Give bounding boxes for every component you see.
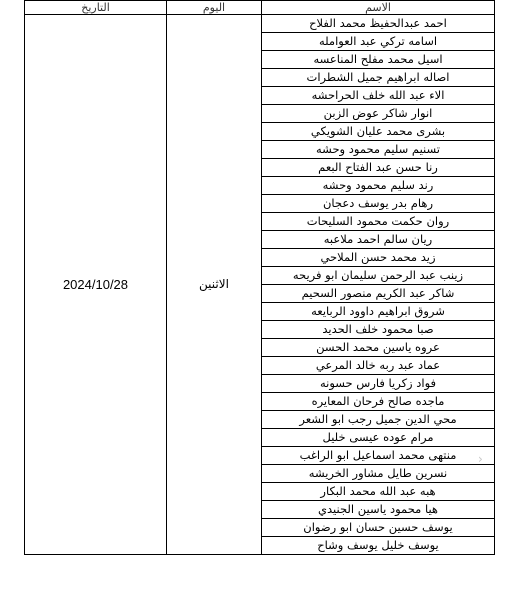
student-name-cell: شروق ابراهيم داوود الربايعه (262, 303, 495, 321)
date-cell: 2024/10/28 (25, 15, 167, 555)
student-name-cell: زيد محمد حسن الملاحي (262, 249, 495, 267)
student-name-cell: هيا محمود ياسين الجنيدي (262, 501, 495, 519)
student-name-cell: زينب عبد الرحمن سليمان ابو فريحه (262, 267, 495, 285)
student-name-cell: صبا محمود خلف الحديد (262, 321, 495, 339)
student-name-cell: ريان سالم احمد ملاعبه (262, 231, 495, 249)
header-name: الاسم (262, 1, 495, 15)
day-cell: الاثنين (167, 15, 262, 555)
student-name-cell: عروه ياسين محمد الحسن (262, 339, 495, 357)
roster-table (24, 0, 495, 555)
student-name-cell: رنا حسن عبد الفتاح البعم (262, 159, 495, 177)
student-name-cell: فواد زكريا فارس حسونه (262, 375, 495, 393)
student-name-cell: بشرى محمد عليان الشويكي (262, 123, 495, 141)
student-name-cell: اصاله ابراهيم جميل الشطرات (262, 69, 495, 87)
student-name-cell: اسامه تركي عبد العوامله (262, 33, 495, 51)
roster-body (25, 15, 495, 555)
student-name-cell: اسيل محمد مفلح المناعسه (262, 51, 495, 69)
student-name-cell: روان حكمت محمود السليحات (262, 213, 495, 231)
student-name-cell: يوسف خليل يوسف وشاح (262, 537, 495, 555)
header-day: اليوم (167, 1, 262, 15)
student-name-cell: مرام عوده عيسى خليل (262, 429, 495, 447)
roster-sheet (24, 0, 496, 604)
student-name-cell: نسرين طايل مشاور الخريشه (262, 465, 495, 483)
page-edge (496, 0, 506, 604)
student-name-cell: محي الدين جميل رجب ابو الشعر (262, 411, 495, 429)
student-name-cell: ماجده صالح فرحان المعايره (262, 393, 495, 411)
student-name-cell: يوسف حسين حسان ابو رضوان (262, 519, 495, 537)
header-date: التاريخ (25, 1, 167, 15)
student-name-cell: عماد عبد ربه خالد المرعي (262, 357, 495, 375)
student-name-cell: الاء عبد الله خلف الحراحشه (262, 87, 495, 105)
student-name-cell: انوار شاكر عوض الزبن (262, 105, 495, 123)
student-name-cell: رهام بدر يوسف دعجان (262, 195, 495, 213)
student-name-cell: منتهى محمد اسماعيل ابو الراغب (262, 447, 495, 465)
student-name-cell: شاكر عبد الكريم منصور السحيم (262, 285, 495, 303)
student-name-cell: تسنيم سليم محمود وحشه (262, 141, 495, 159)
header-row (25, 1, 495, 15)
student-name-cell: هبه عبد الله محمد البكار (262, 483, 495, 501)
student-name-cell: رند سليم محمود وحشه (262, 177, 495, 195)
student-name-cell: احمد عبدالحفيظ محمد الفلاح (262, 15, 495, 33)
chevron-right-icon[interactable]: › (478, 452, 483, 466)
table-row (25, 15, 495, 33)
